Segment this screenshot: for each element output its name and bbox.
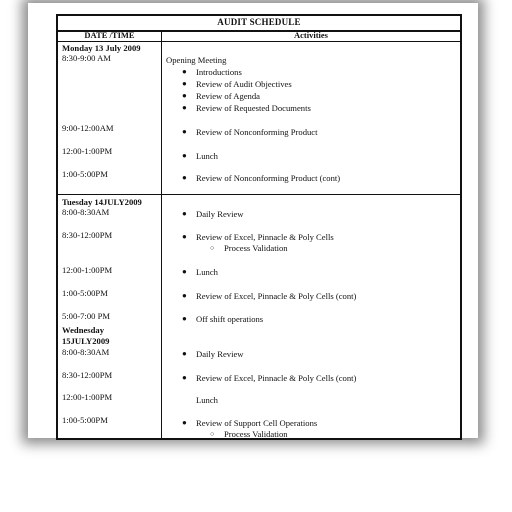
activity-item: Lunch xyxy=(196,267,218,277)
bullet-icon: ● xyxy=(182,173,187,182)
column-header-activities: Activities xyxy=(294,30,328,40)
time-slot: 12:00-1:00PM xyxy=(62,146,113,156)
header-row xyxy=(58,30,460,42)
activity-item: Review of Excel, Pinnacle & Poly Cells xyxy=(196,232,334,242)
document-page xyxy=(28,3,478,438)
activity-item: Review of Excel, Pinnacle & Poly Cells (cont) xyxy=(196,373,357,383)
activity-item: Off shift operations xyxy=(196,314,264,324)
day-label-monday: Monday 13 July 2009 xyxy=(62,43,141,53)
activity-item: Review of Nonconforming Product (cont) xyxy=(196,173,341,183)
activity-item: Review of Agenda xyxy=(196,91,260,101)
time-slot: 8:30-9:00 AM xyxy=(62,53,111,63)
sub-bullet-icon: ○ xyxy=(210,244,215,252)
audit-schedule-table xyxy=(56,14,462,440)
day-divider xyxy=(58,194,460,195)
activity-subitem: Process Validation xyxy=(224,429,288,439)
activity-item: Review of Support Cell Operations xyxy=(196,418,318,428)
bullet-icon: ● xyxy=(182,209,187,218)
activity-item: Review of Nonconforming Product xyxy=(196,127,318,137)
time-slot: 9:00-12:00AM xyxy=(62,123,114,133)
day-label-wednesday: Wednesday xyxy=(62,325,105,335)
time-slot: 8:00-8:30AM xyxy=(62,347,110,357)
bullet-icon: ● xyxy=(182,79,187,88)
bullet-icon: ● xyxy=(182,314,187,323)
bullet-icon: ● xyxy=(182,418,187,427)
time-slot: 12:00-1:00PM xyxy=(62,392,113,402)
activity-item: Review of Excel, Pinnacle & Poly Cells (cont) xyxy=(196,291,357,301)
column-divider xyxy=(161,30,162,438)
table-title: AUDIT SCHEDULE xyxy=(58,16,460,32)
time-slot: 1:00-5:00PM xyxy=(62,415,108,425)
bullet-icon: ● xyxy=(182,291,187,300)
activity-item: Review of Audit Objectives xyxy=(196,79,292,89)
activity-item: Lunch xyxy=(196,395,218,405)
day-label-wednesday-date: 15JULY2009 xyxy=(62,336,110,346)
sub-bullet-icon: ○ xyxy=(210,430,215,438)
activity-item: Review of Requested Documents xyxy=(196,103,311,113)
time-slot: 8:30-12:00PM xyxy=(62,230,113,240)
time-slot: 1:00-5:00PM xyxy=(62,169,108,179)
bullet-icon: ● xyxy=(182,267,187,276)
activity-item: Introductions xyxy=(196,67,242,77)
time-slot: 12:00-1:00PM xyxy=(62,265,113,275)
bullet-icon: ● xyxy=(182,349,187,358)
activity-heading: Opening Meeting xyxy=(166,55,227,65)
bullet-icon: ● xyxy=(182,151,187,160)
time-slot: 8:30-12:00PM xyxy=(62,370,113,380)
time-slot: 1:00-5:00PM xyxy=(62,288,108,298)
day-label-tuesday: Tuesday 14JULY2009 xyxy=(62,197,142,207)
time-slot: 8:00-8:30AM xyxy=(62,207,110,217)
activity-subitem: Process Validation xyxy=(224,243,288,253)
bullet-icon: ● xyxy=(182,103,187,112)
activity-item: Lunch xyxy=(196,151,218,161)
bullet-icon: ● xyxy=(182,127,187,136)
bullet-icon: ● xyxy=(182,67,187,76)
activity-item: Daily Review xyxy=(196,209,244,219)
column-header-date: DATE /TIME xyxy=(84,30,135,40)
bullet-icon: ● xyxy=(182,232,187,241)
time-slot: 5:00-7:00 PM xyxy=(62,311,110,321)
bullet-icon: ● xyxy=(182,373,187,382)
activity-item: Daily Review xyxy=(196,349,244,359)
bullet-icon: ● xyxy=(182,91,187,100)
